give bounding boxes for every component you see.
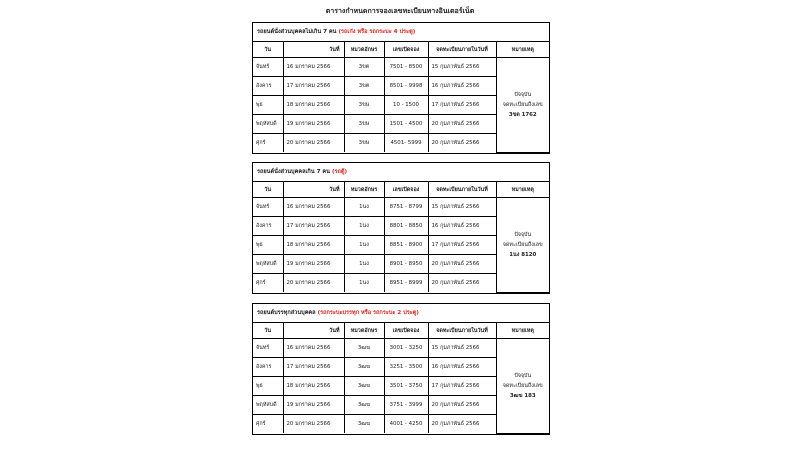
schedule-section-sedan bbox=[252, 22, 550, 154]
remark-cell bbox=[496, 58, 549, 153]
col-header-day: วัน bbox=[253, 182, 283, 198]
remark-plate: 3ขต 1762 bbox=[508, 111, 537, 118]
cell-day: พฤหัสบดี bbox=[253, 115, 283, 134]
col-header-category: หมวดอักษร bbox=[344, 182, 384, 198]
remark-line-current: ปัจจุบัน bbox=[514, 91, 532, 98]
cell-day: พฤหัสบดี bbox=[253, 255, 283, 274]
cell-day: ศุกร์ bbox=[253, 274, 283, 293]
col-header-day: วัน bbox=[253, 323, 283, 339]
cell-day: พุธ bbox=[253, 96, 283, 115]
cell-category: 1นง bbox=[344, 198, 384, 217]
section-header bbox=[253, 163, 549, 182]
cell-numbers: 4001 - 4250 bbox=[384, 415, 428, 434]
cell-register-by: 20 กุมภาพันธ์ 2566 bbox=[428, 134, 496, 153]
cell-register-by: 17 กุมภาพันธ์ 2566 bbox=[428, 96, 496, 115]
remark-line-current: ปัจจุบัน bbox=[514, 372, 532, 379]
cell-day: พุธ bbox=[253, 377, 283, 396]
col-header-remark: หมายเหตุ bbox=[496, 182, 549, 198]
remark-line-current: ปัจจุบัน bbox=[514, 231, 532, 238]
col-header-remark: หมายเหตุ bbox=[496, 323, 549, 339]
cell-numbers: 8801 - 8850 bbox=[384, 217, 428, 236]
col-header-register-by: จดทะเบียนภายในวันที่ bbox=[428, 323, 496, 339]
cell-date: 16 มกราคม 2566 bbox=[283, 198, 344, 217]
cell-date: 20 มกราคม 2566 bbox=[283, 134, 344, 153]
cell-day: ศุกร์ bbox=[253, 415, 283, 434]
cell-day: อังคาร bbox=[253, 358, 283, 377]
col-header-category: หมวดอักษร bbox=[344, 42, 384, 58]
cell-date: 20 มกราคม 2566 bbox=[283, 274, 344, 293]
remark-cell bbox=[496, 198, 549, 293]
cell-register-by: 16 กุมภาพันธ์ 2566 bbox=[428, 358, 496, 377]
cell-date: 17 มกราคม 2566 bbox=[283, 77, 344, 96]
col-header-register-by: จดทะเบียนภายในวันที่ bbox=[428, 42, 496, 58]
cell-numbers: 8751 - 8799 bbox=[384, 198, 428, 217]
cell-register-by: 16 กุมภาพันธ์ 2566 bbox=[428, 217, 496, 236]
table-header-row bbox=[253, 42, 549, 58]
schedule-table bbox=[253, 182, 549, 293]
document-title: ตารางกำหนดการจองเลขทะเบียนทางอินเตอร์เน็ต bbox=[325, 7, 475, 15]
cell-date: 16 มกราคม 2566 bbox=[283, 58, 344, 77]
col-header-open-numbers: เลขเปิดจอง bbox=[384, 182, 428, 198]
cell-numbers: 3751 - 3999 bbox=[384, 396, 428, 415]
col-header-remark: หมายเหตุ bbox=[496, 42, 549, 58]
cell-register-by: 20 กุมภาพันธ์ 2566 bbox=[428, 115, 496, 134]
cell-register-by: 20 กุมภาพันธ์ 2566 bbox=[428, 255, 496, 274]
cell-category: 3ขต bbox=[344, 77, 384, 96]
cell-category: 1นง bbox=[344, 255, 384, 274]
cell-category: 3ขษ bbox=[344, 96, 384, 115]
section-note: (รถกระบะบรรทุก หรือ รถกระบะ 2 ประตู) bbox=[317, 310, 419, 316]
col-header-date: วันที่ bbox=[283, 182, 344, 198]
section-header bbox=[253, 304, 549, 323]
remark-line-registered: จดทะเบียนถึงเลข bbox=[502, 241, 543, 248]
cell-register-by: 15 กุมภาพันธ์ 2566 bbox=[428, 198, 496, 217]
cell-category: 1นง bbox=[344, 217, 384, 236]
cell-numbers: 1501 - 4500 bbox=[384, 115, 428, 134]
cell-date: 19 มกราคม 2566 bbox=[283, 115, 344, 134]
cell-day: พฤหัสบดี bbox=[253, 396, 283, 415]
cell-date: 19 มกราคม 2566 bbox=[283, 396, 344, 415]
cell-register-by: 20 กุมภาพันธ์ 2566 bbox=[428, 415, 496, 434]
cell-category: 3ฒฆ bbox=[344, 415, 384, 434]
cell-day: อังคาร bbox=[253, 77, 283, 96]
schedule-table bbox=[253, 323, 549, 434]
section-title: รถยนต์บรรทุกส่วนบุคคล bbox=[257, 310, 316, 316]
remark-plate: 3ฒฆ 183 bbox=[509, 392, 536, 399]
col-header-category: หมวดอักษร bbox=[344, 323, 384, 339]
table-row bbox=[253, 339, 549, 358]
schedule-section-pickup bbox=[252, 303, 550, 435]
cell-numbers: 8851 - 8900 bbox=[384, 236, 428, 255]
section-header bbox=[253, 23, 549, 42]
col-header-register-by: จดทะเบียนภายในวันที่ bbox=[428, 182, 496, 198]
table-header-row bbox=[253, 182, 549, 198]
cell-numbers: 3001 - 3250 bbox=[384, 339, 428, 358]
cell-date: 18 มกราคม 2566 bbox=[283, 236, 344, 255]
remark-line-registered: จดทะเบียนถึงเลข bbox=[502, 101, 543, 108]
cell-register-by: 16 กุมภาพันธ์ 2566 bbox=[428, 77, 496, 96]
cell-numbers: 4501- 5999 bbox=[384, 134, 428, 153]
section-note: (รถเก๋ง หรือ รถกระบะ 4 ประตู) bbox=[338, 29, 416, 35]
schedule-table bbox=[253, 42, 549, 153]
col-header-date: วันที่ bbox=[283, 323, 344, 339]
table-header-row bbox=[253, 323, 549, 339]
cell-category: 3ขษ bbox=[344, 134, 384, 153]
section-note: (รถตู้) bbox=[331, 169, 348, 175]
cell-date: 17 มกราคม 2566 bbox=[283, 217, 344, 236]
section-title: รถยนต์นั่งส่วนบุคคลเกิน 7 คน bbox=[257, 169, 330, 175]
cell-day: จันทร์ bbox=[253, 198, 283, 217]
cell-date: 20 มกราคม 2566 bbox=[283, 415, 344, 434]
remark-cell bbox=[496, 339, 549, 434]
col-header-open-numbers: เลขเปิดจอง bbox=[384, 42, 428, 58]
cell-date: 18 มกราคม 2566 bbox=[283, 96, 344, 115]
cell-date: 19 มกราคม 2566 bbox=[283, 255, 344, 274]
cell-numbers: 8951 - 8999 bbox=[384, 274, 428, 293]
table-row bbox=[253, 198, 549, 217]
cell-numbers: 8901 - 8950 bbox=[384, 255, 428, 274]
cell-category: 3ฒฆ bbox=[344, 339, 384, 358]
cell-day: อังคาร bbox=[253, 217, 283, 236]
cell-register-by: 20 กุมภาพันธ์ 2566 bbox=[428, 396, 496, 415]
cell-category: 1นง bbox=[344, 236, 384, 255]
cell-date: 17 มกราคม 2566 bbox=[283, 358, 344, 377]
cell-numbers: 10 - 1500 bbox=[384, 96, 428, 115]
cell-numbers: 3251 - 3500 bbox=[384, 358, 428, 377]
col-header-day: วัน bbox=[253, 42, 283, 58]
cell-numbers: 8501 - 9998 bbox=[384, 77, 428, 96]
cell-register-by: 15 กุมภาพันธ์ 2566 bbox=[428, 339, 496, 358]
cell-numbers: 7501 - 8500 bbox=[384, 58, 428, 77]
cell-register-by: 15 กุมภาพันธ์ 2566 bbox=[428, 58, 496, 77]
cell-category: 3ฒฆ bbox=[344, 377, 384, 396]
cell-register-by: 20 กุมภาพันธ์ 2566 bbox=[428, 274, 496, 293]
cell-register-by: 17 กุมภาพันธ์ 2566 bbox=[428, 377, 496, 396]
table-row bbox=[253, 58, 549, 77]
cell-day: พุธ bbox=[253, 236, 283, 255]
cell-category: 1นง bbox=[344, 274, 384, 293]
remark-plate: 1นง 8120 bbox=[509, 251, 537, 258]
cell-category: 3ฒฆ bbox=[344, 396, 384, 415]
cell-category: 3ขต bbox=[344, 58, 384, 77]
cell-day: จันทร์ bbox=[253, 58, 283, 77]
cell-date: 18 มกราคม 2566 bbox=[283, 377, 344, 396]
cell-day: ศุกร์ bbox=[253, 134, 283, 153]
cell-day: จันทร์ bbox=[253, 339, 283, 358]
cell-category: 3ฒฆ bbox=[344, 358, 384, 377]
cell-category: 3ขษ bbox=[344, 115, 384, 134]
col-header-date: วันที่ bbox=[283, 42, 344, 58]
schedule-section-van bbox=[252, 162, 550, 294]
cell-register-by: 17 กุมภาพันธ์ 2566 bbox=[428, 236, 496, 255]
section-title: รถยนต์นั่งส่วนบุคคลไม่เกิน 7 คน bbox=[257, 29, 337, 35]
cell-date: 16 มกราคม 2566 bbox=[283, 339, 344, 358]
remark-line-registered: จดทะเบียนถึงเลข bbox=[502, 382, 543, 389]
cell-numbers: 3501 - 3750 bbox=[384, 377, 428, 396]
col-header-open-numbers: เลขเปิดจอง bbox=[384, 323, 428, 339]
